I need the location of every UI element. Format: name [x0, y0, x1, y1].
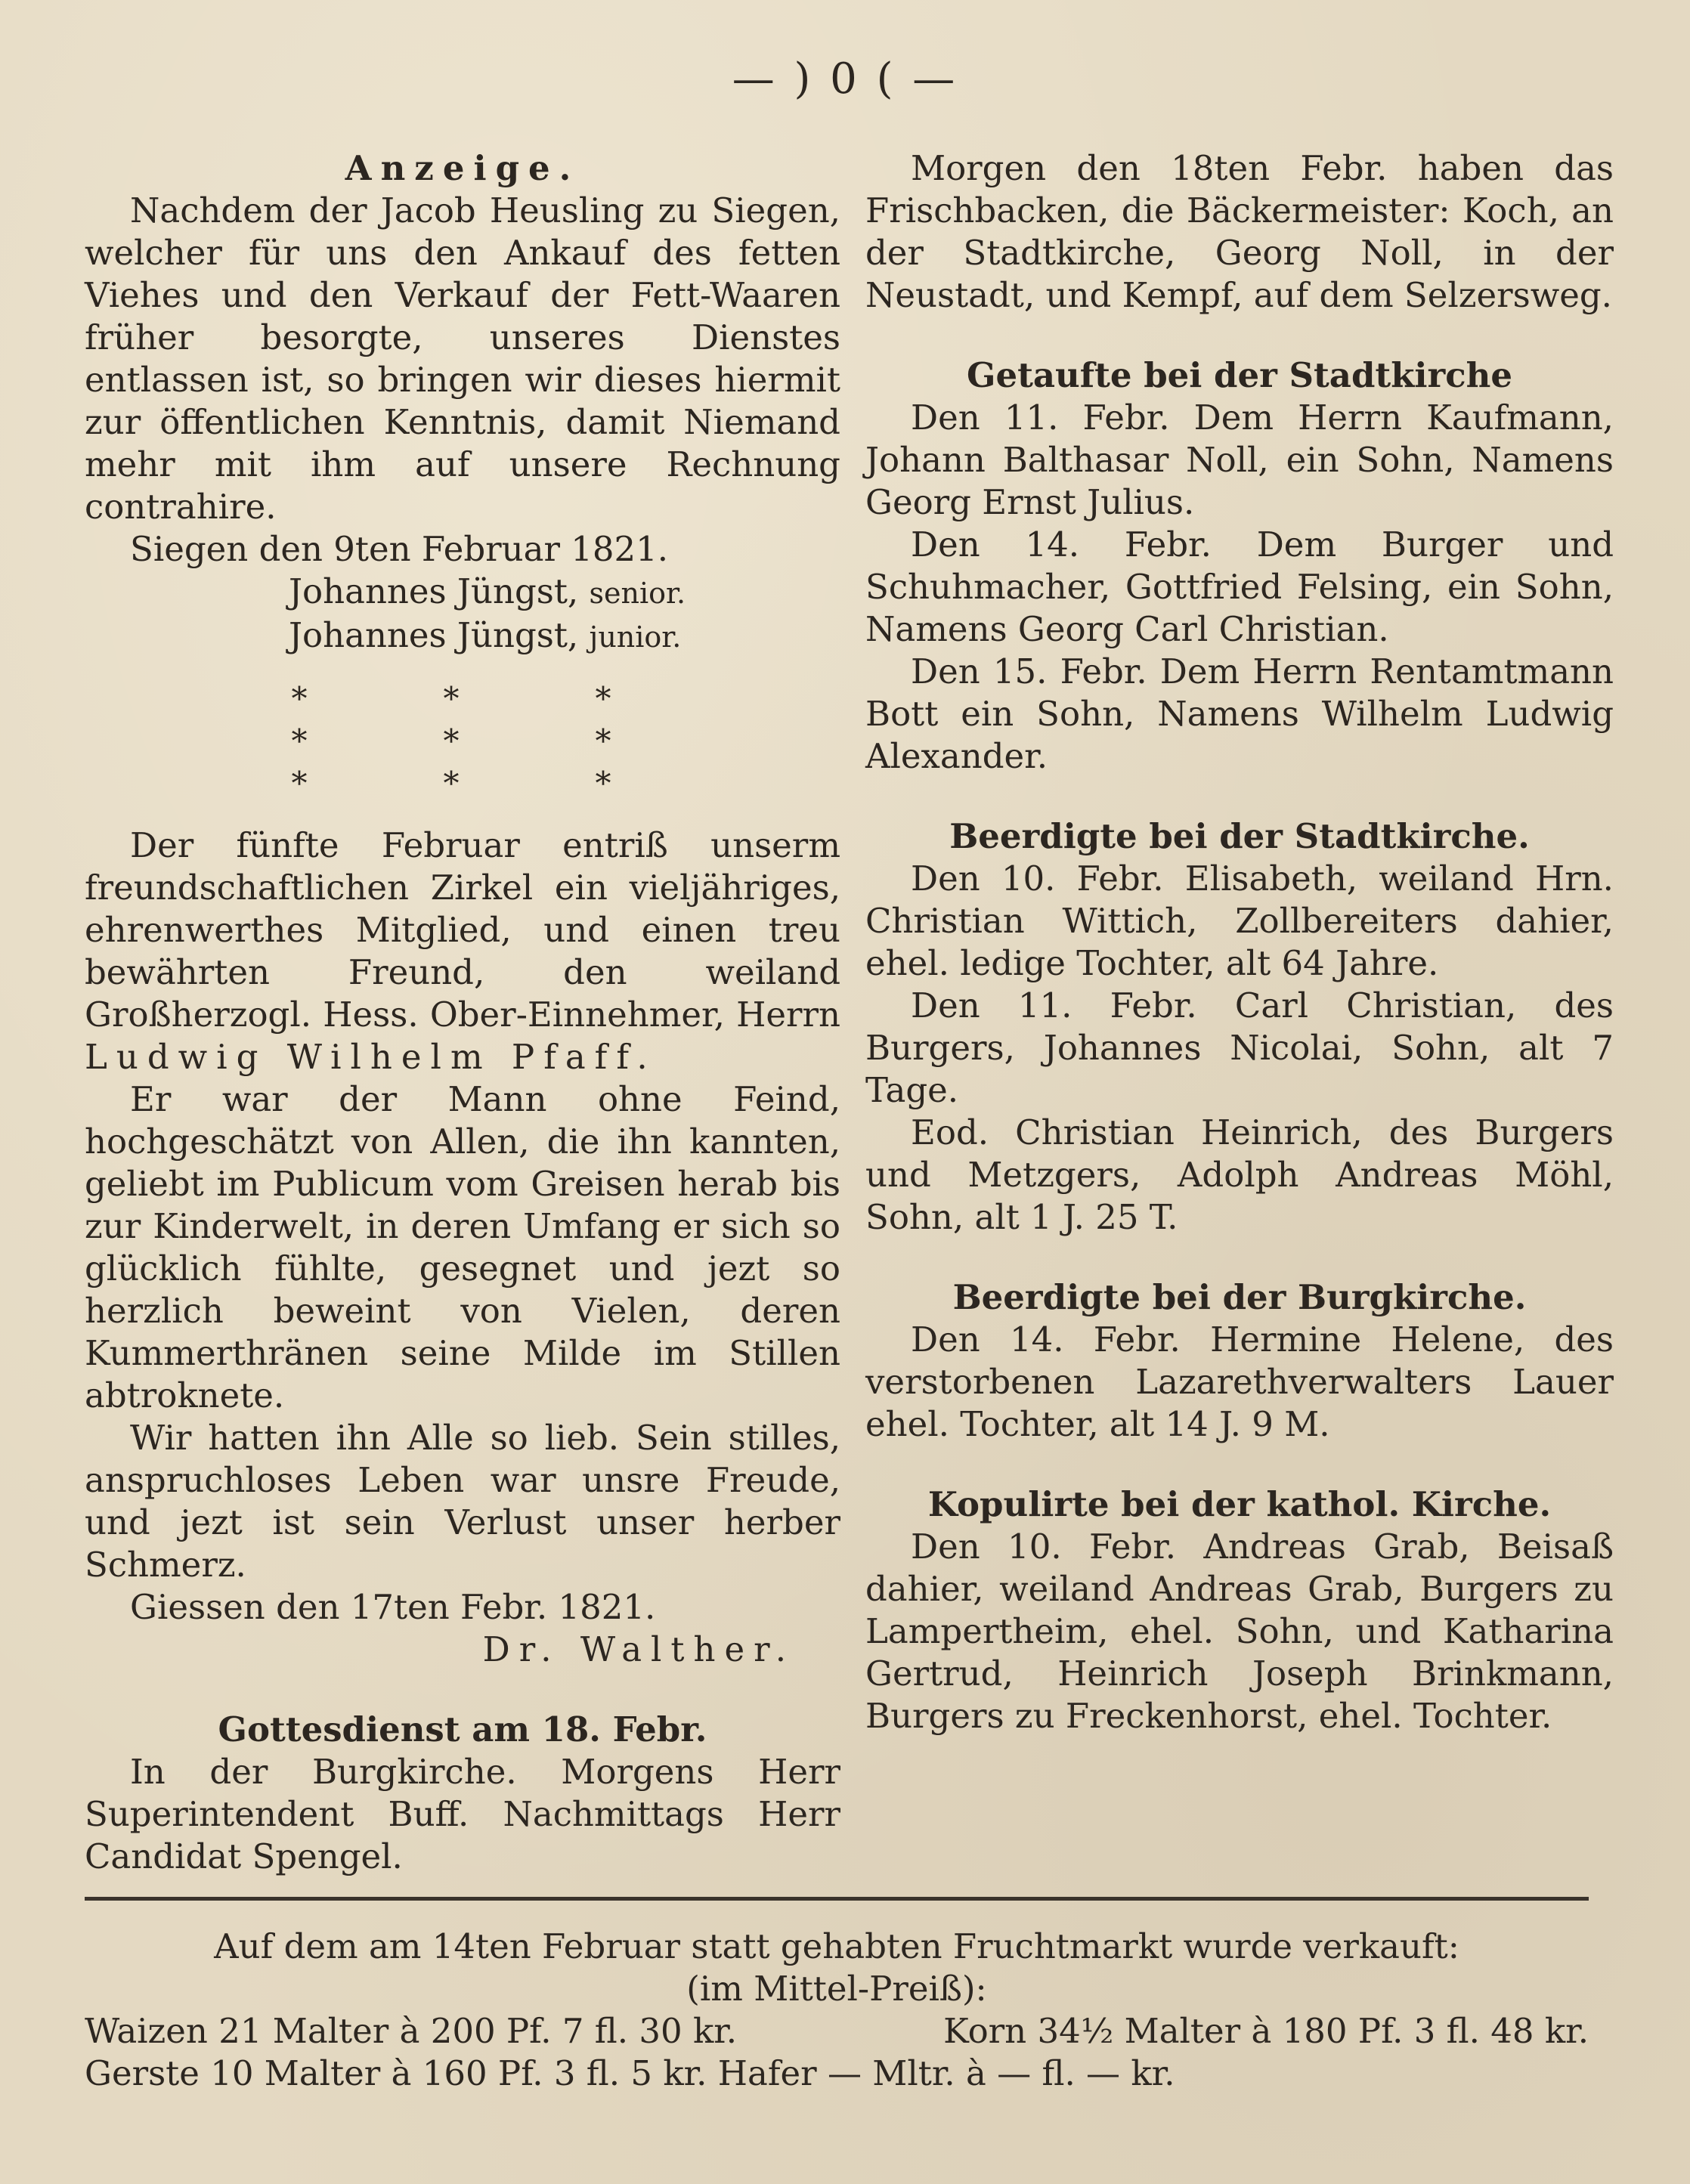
announcement-place-date: Siegen den 9ten Februar 1821. [130, 529, 669, 569]
market-intro: Auf dem am 14ten Februar statt gehabten Fruchtmarkt wurde verkauft: [214, 1926, 1459, 1966]
church-service-body: In der Burgkirche. Morgens Herr Superintendent Buff. Nachmittags Herr Candidat Spengel. [85, 1752, 840, 1876]
marriages-section [865, 1483, 1614, 1737]
baptisms-title: Getaufte bei der Stadtkirche [967, 355, 1512, 395]
signature-suffix: junior. [589, 620, 682, 654]
signature-name: Johannes Jüngst, [289, 615, 579, 655]
baptism-entry: Den 14. Febr. Dem Burger und Schuhmacher, Gottfried Felsing, ein Sohn, Namens Georg Carl Christian. [865, 524, 1614, 649]
burials-burgkirche-section [865, 1276, 1614, 1446]
church-service-section [85, 1709, 840, 1878]
burials-burgkirche-title: Beerdigte bei der Burgkirche. [952, 1277, 1527, 1317]
deceased-name: Ludwig Wilhelm Pfaff. [85, 1037, 657, 1077]
announcement-signature-1 [85, 571, 840, 614]
obituary-paragraph-1: Der fünfte Februar entriß unserm freundschaftlichen Zirkel ein vieljähriges, ehrenwerthes Mitglied, und einen treu bewährten Freund, den weiland Großherzogl. Hess. Ober-Einnehmer, Herrn Ludwig Wilhelm Pfaff. [85, 825, 840, 1077]
market-price-note: (im Mittel-Preiß): [686, 1969, 987, 2009]
obituary-paragraph-2: Er war der Mann ohne Feind, hochgeschätzt von Allen, die ihn kannten, geliebt im Publicum vom Greisen herab bis zur Kinderwelt, in deren Umfang er sich so glücklich fühlte, gesegnet und jezt so herzlich beweint von Vielen, deren Kummerthränen seine Milde im Stillen abtroknete. [85, 1079, 840, 1415]
market-waizen: Waizen 21 Malter à 200 Pf. 7 fl. 30 kr. [85, 2011, 738, 2051]
church-service-title: Gottesdienst am 18. Febr. [218, 1709, 707, 1749]
right-column [865, 147, 1614, 1737]
obituary-place-date: Giessen den 17ten Febr. 1821. [130, 1587, 656, 1627]
horizontal-rule [85, 1897, 1589, 1901]
burial-entry: Den 10. Febr. Elisabeth, weiland Hrn. Christian Wittich, Zollbereiters dahier, ehel. ledige Tochter, alt 64 Jahre. [865, 858, 1614, 983]
burial-entry: Den 14. Febr. Hermine Helene, des verstorbenen Lazarethverwalters Lauer ehel. Tochter, alt 14 J. 9 M. [865, 1319, 1614, 1444]
market-korn: Korn 34½ Malter à 180 Pf. 3 fl. 48 kr. [943, 2011, 1589, 2051]
market-gerste-hafer: Gerste 10 Malter à 160 Pf. 3 fl. 5 kr. Hafer — Mltr. à — fl. — kr. [85, 2053, 1175, 2093]
grain-market-report [85, 1926, 1589, 2095]
announcement-body: Nachdem der Jacob Heusling zu Siegen, welcher für uns den Ankauf des fetten Viehes und den Verkauf der Fett-Waaren früher besorgte, unseres Dienstes entlassen ist, so bringen wir dieses hiermit zur öffentlichen Kenntnis, damit Niemand mehr mit ihm auf unsere Rechnung contrahire. [85, 190, 840, 527]
bakers-notice: Morgen den 18ten Febr. haben das Frischbacken, die Bäckermeister: Koch, an der Stadtkirche, Georg Noll, in der Neustadt, und Kempf, auf dem Selzersweg. [865, 148, 1614, 315]
obituary-section [85, 824, 840, 1671]
burial-entry: Eod. Christian Heinrich, des Burgers und Metzgers, Adolph Andreas Möhl, Sohn, alt 1 J. 25 T. [865, 1112, 1614, 1237]
burials-stadtkirche-title: Beerdigte bei der Stadtkirche. [949, 816, 1530, 856]
page-marker: — ) 0 ( — [732, 54, 958, 104]
signature-suffix: senior. [589, 577, 686, 610]
marriages-title: Kopulirte bei der kathol. Kirche. [927, 1484, 1552, 1524]
obituary-signature: Dr. Walther. [482, 1629, 795, 1669]
obituary-paragraph-3: Wir hatten ihn Alle so lieb. Sein stilles, anspruchloses Leben war unsre Freude, und jezt ist sein Verlust unser herber Schmerz. [85, 1418, 840, 1585]
marriage-entry: Den 10. Febr. Andreas Grab, Beisaß dahier, weiland Andreas Grab, Burgers zu Lampertheim, ehel. Sohn, und Katharina Gertrud, Heinrich Joseph Brinkmann, Burgers zu Freckenhorst, ehel. Tochter. [865, 1527, 1614, 1736]
burials-stadtkirche-section [865, 815, 1614, 1239]
announcement-section [85, 147, 840, 658]
announcement-signature-2 [85, 614, 840, 658]
asterism-divider: *** *** *** [291, 680, 748, 802]
baptism-entry: Den 15. Febr. Dem Herrn Rentamtmann Bott ein Sohn, Namens Wilhelm Ludwig Alexander. [865, 651, 1614, 776]
burial-entry: Den 11. Febr. Carl Christian, des Burgers, Johannes Nicolai, Sohn, alt 7 Tage. [865, 985, 1614, 1110]
announcement-title: Anzeige. [345, 148, 580, 188]
baptism-entry: Den 11. Febr. Dem Herrn Kaufmann, Johann Balthasar Noll, ein Sohn, Namens Georg Ernst Julius. [865, 398, 1614, 522]
signature-name: Johannes Jüngst, [289, 571, 579, 611]
left-column [85, 147, 840, 1878]
baptisms-section [865, 354, 1614, 778]
market-row [85, 2010, 1589, 2053]
